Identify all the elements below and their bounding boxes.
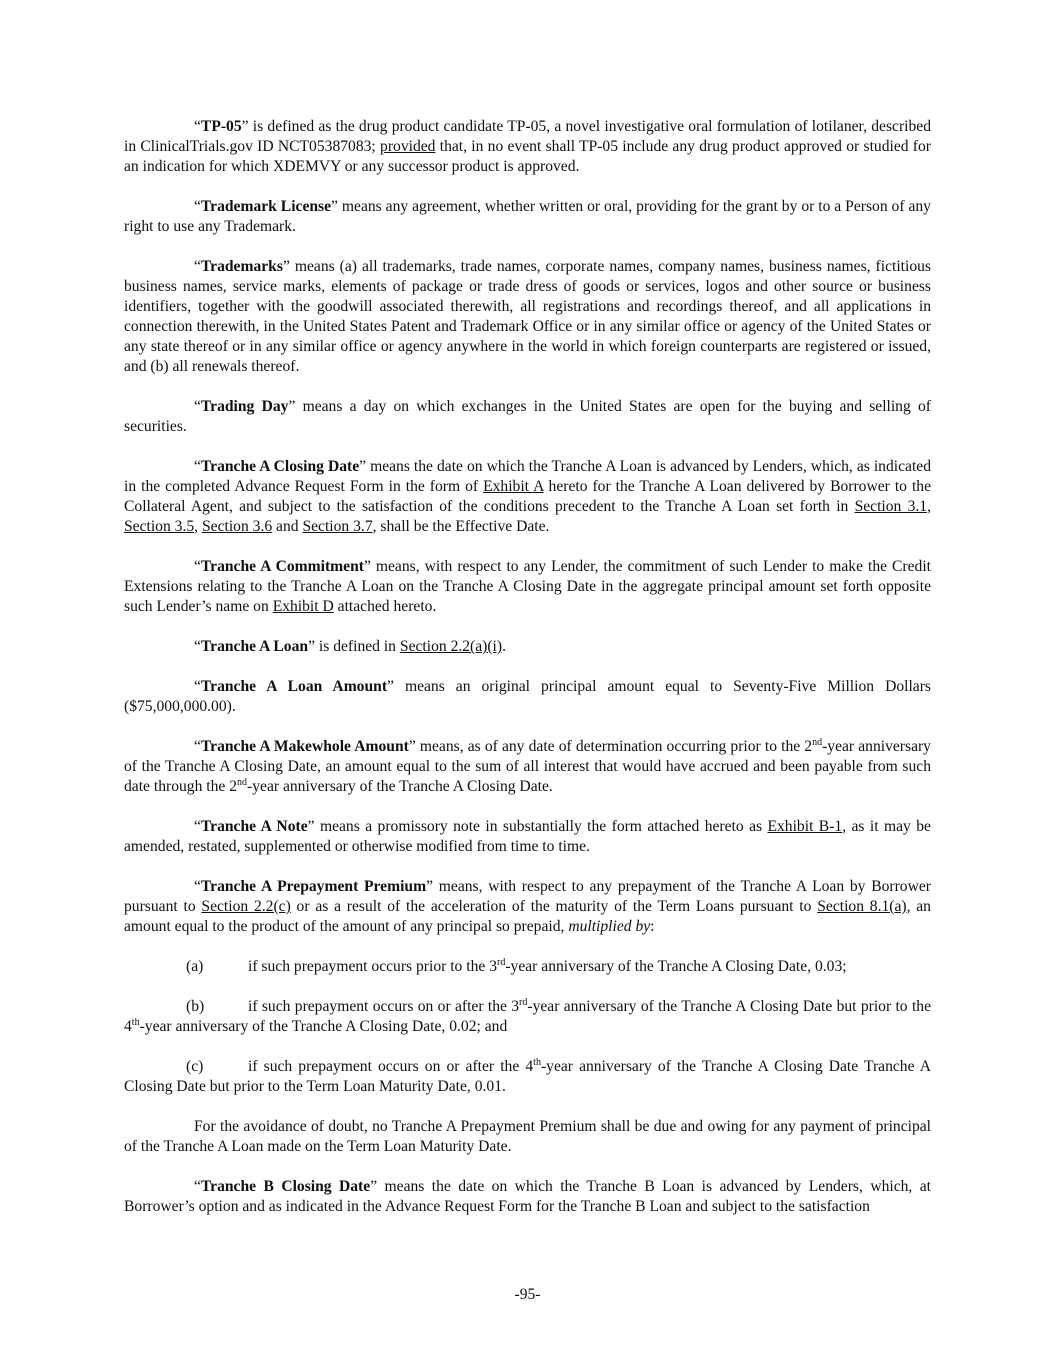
ordinal-suffix: th: [131, 1016, 140, 1028]
cross-reference-section-3-5: Section 3.5: [124, 518, 195, 535]
cross-reference-section-3-7: Section 3.7: [302, 518, 373, 535]
definition-tranche-b-closing-date: “Tranche B Closing Date” means the date on which the Tranche B Loan is advanced by Lenders, which, at Borrower’s option and as indicated in the Advance Request Form for the Tranche B Loan and subject to the satisfaction: [124, 1178, 931, 1215]
list-item-b: (b) if such prepayment occurs on or after the 3rd-year anniversary of the Tranche A Closing Date but prior to the 4th-year anniversary of the Tranche A Closing Date, 0.02; and: [124, 996, 931, 1035]
list-label: (c): [186, 1058, 204, 1075]
definition-tranche-a-loan-amount: “Tranche A Loan Amount” means an original principal amount equal to Seventy-Five Million Dollars ($75,000,000.00).: [124, 678, 931, 715]
ordinal-suffix: th: [533, 1056, 541, 1068]
definition-tranche-a-loan: “Tranche A Loan” is defined in Section 2.2(a)(i).: [194, 638, 506, 655]
defined-term: Tranche B Closing Date: [200, 1178, 371, 1195]
cross-reference-exhibit-a: Exhibit A: [483, 478, 544, 495]
defined-term: Tranche A Loan: [200, 638, 309, 655]
defined-term: TP-05: [200, 118, 242, 135]
cross-reference-exhibit-d: Exhibit D: [272, 598, 334, 615]
ordinal-suffix: rd: [497, 956, 506, 968]
definition-tp05: “TP-05” is defined as the drug product candidate TP-05, a novel investigative oral formulation of lotilaner, described in ClinicalTrials.gov ID NCT05387083; provided that, in no event shall TP-05 include any drug product approved or studied for an indication for which XDEMVY or any successor product is approved.: [124, 118, 931, 175]
provided-emphasis: provided: [380, 138, 436, 155]
definition-trading-day: “Trading Day” means a day on which exchanges in the United States are open for the buying and selling of securities.: [124, 398, 931, 435]
defined-term: Trademarks: [200, 258, 283, 275]
defined-term: Trading Day: [200, 398, 289, 415]
list-item-a: (a) if such prepayment occurs prior to the 3rd-year anniversary of the Tranche A Closing Date, 0.03;: [186, 956, 847, 975]
ordinal-suffix: nd: [812, 736, 823, 748]
defined-term: Tranche A Note: [200, 818, 308, 835]
defined-term: Tranche A Prepayment Premium: [200, 878, 427, 895]
cross-reference-section-2-2-a-i: Section 2.2(a)(i): [399, 638, 503, 655]
definition-tranche-a-makewhole-amount: “Tranche A Makewhole Amount” means, as of any date of determination occurring prior to the 2nd-year anniversary of the Tranche A Closing Date, an amount equal to the sum of all interest that would have accrued and been payable from such date through the 2nd-year anniversary of the Tranche A Closing Date.: [124, 736, 931, 795]
definition-tranche-a-note: “Tranche A Note” means a promissory note in substantially the form attached hereto as Exhibit B-1, as it may be amended, restated, supplemented or otherwise modified from time to time.: [124, 818, 931, 855]
defined-term: Tranche A Commitment: [200, 558, 364, 575]
definition-tranche-a-prepayment-premium: “Tranche A Prepayment Premium” means, with respect to any prepayment of the Tranche A Loan by Borrower pursuant to Section 2.2(c) or as a result of the acceleration of the maturity of the Term Loans pursuant to Section 8.1(a), an amount equal to the product of the amount of any principal so prepaid, multiplied by:: [124, 878, 931, 935]
page-number: -95-: [514, 1286, 541, 1303]
cross-reference-exhibit-b-1: Exhibit B-1: [767, 818, 843, 835]
ordinal-suffix: rd: [519, 996, 528, 1008]
cross-reference-section-3-1: Section 3.1: [854, 498, 928, 515]
defined-term: Tranche A Makewhole Amount: [200, 738, 409, 755]
defined-term: Tranche A Closing Date: [200, 458, 360, 475]
definition-trademark-license: “Trademark License” means any agreement, whether written or oral, providing for the grant by or to a Person of any right to use any Trademark.: [124, 198, 931, 235]
list-label: (a): [186, 958, 204, 975]
defined-term: Tranche A Loan Amount: [200, 678, 388, 695]
document-page: [124, 117, 931, 1217]
avoidance-of-doubt-paragraph: For the avoidance of doubt, no Tranche A Prepayment Premium shall be due and owing for any payment of principal of the Tranche A Loan made on the Term Loan Maturity Date.: [124, 1118, 931, 1155]
list-item-c: (c) if such prepayment occurs on or after the 4th-year anniversary of the Tranche A Closing Date Tranche A Closing Date but prior to the Term Loan Maturity Date, 0.01.: [124, 1056, 931, 1095]
multiplied-by-emphasis: multiplied by: [568, 918, 651, 935]
list-label: (b): [186, 998, 205, 1015]
definition-tranche-a-commitment: “Tranche A Commitment” means, with respect to any Lender, the commitment of such Lender to make the Credit Extensions relating to the Tranche A Loan on the Tranche A Closing Date in the aggregate principal amount set forth opposite such Lender’s name on Exhibit D attached hereto.: [124, 558, 932, 615]
ordinal-suffix: nd: [237, 776, 248, 788]
cross-reference-section-2-2-c: Section 2.2(c): [201, 898, 291, 915]
cross-reference-section-3-6: Section 3.6: [201, 518, 273, 535]
definition-trademarks: “Trademarks” means (a) all trademarks, trade names, corporate names, company names, business names, fictitious business names, service marks, elements of package or trade dress of goods or services, logos and other source or business identifiers, together with the goodwill associated therewith, all registrations and recordings thereof, and all applications in connection therewith, in the United States Patent and Trademark Office or in any similar office or agency of the United States or any state thereof or in any similar office or agency anywhere in the world in which foreign counterparts are registered or issued, and (b) all renewals thereof.: [124, 258, 931, 375]
cross-reference-section-8-1-a: Section 8.1(a): [817, 898, 907, 915]
defined-term: Trademark License: [200, 198, 332, 215]
definition-tranche-a-closing-date: “Tranche A Closing Date” means the date on which the Tranche A Loan is advanced by Lenders, which, as indicated in the completed Advance Request Form in the form of Exhibit A hereto for the Tranche A Loan delivered by Borrower to the Collateral Agent, and subject to the satisfaction of the conditions precedent to the Tranche A Loan set forth in Section 3.1, Section 3.5, Section 3.6 and Section 3.7, shall be the Effective Date.: [124, 458, 931, 535]
